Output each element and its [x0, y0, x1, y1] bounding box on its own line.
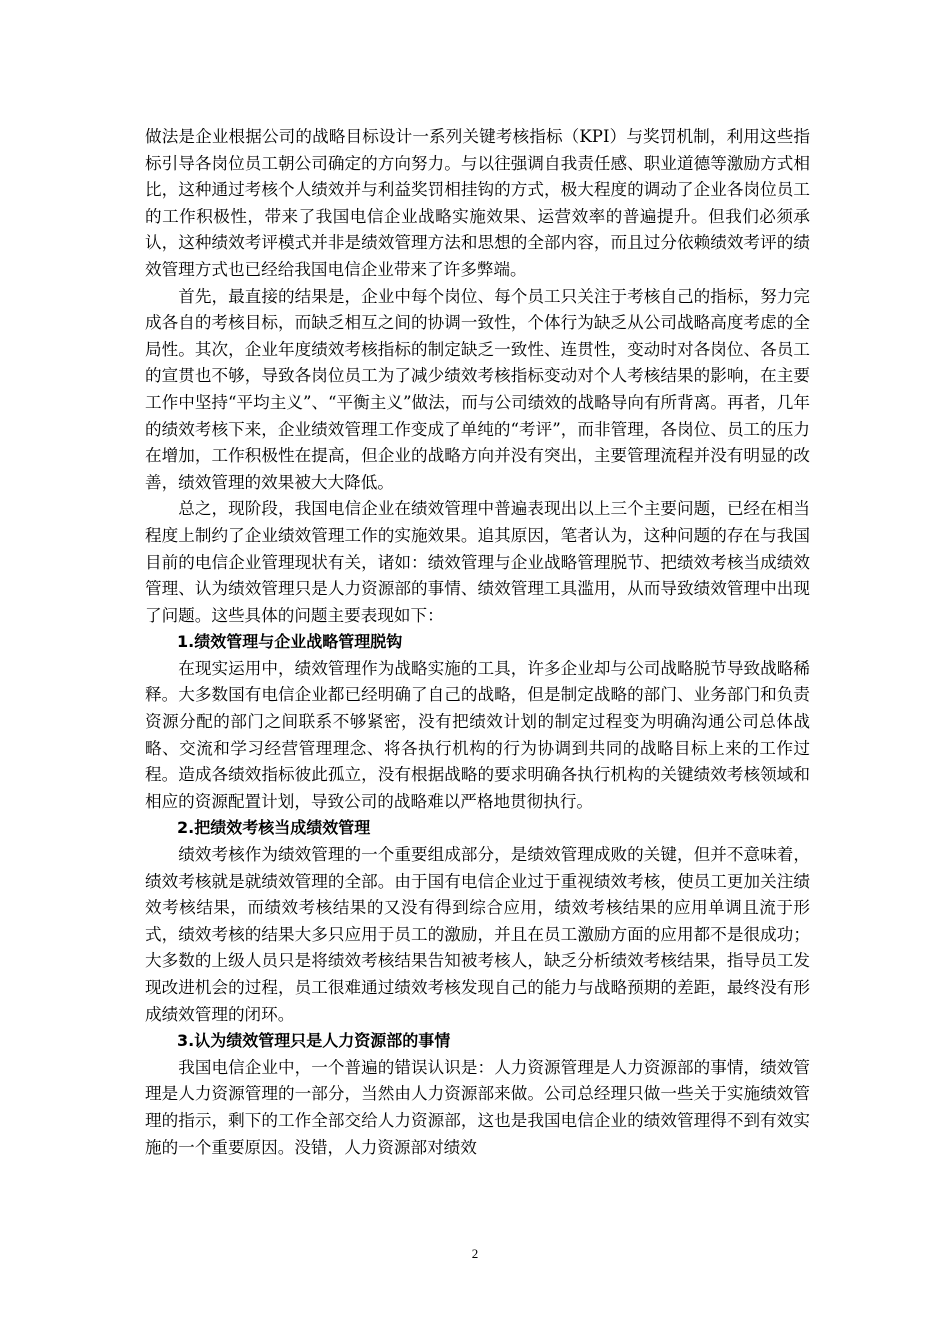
body-paragraph: 首先，最直接的结果是，企业中每个岗位、每个员工只关注于考核自己的指标，努力完成各自的考核目标，而缺乏相互之间的协调一致性，个体行为缺乏从公司战略高度考虑的全局性。其次，企业年度绩效考核指标的制定缺乏一致性、连贯性，变动时对各岗位、各员工的宣贯也不够，导致各岗位员工为了减少绩效考核指标变动对个人考核结果的影响，在主要工作中坚持“平均主义”、“平衡主义”做法，而与公司绩效的战略导向有所背离。再者，几年的绩效考核下来，企业绩效管理工作变成了单纯的“考评”，而非管理，各岗位、员工的压力在增加，工作积极性在提高，但企业的战略方向并没有突出，主要管理流程并没有明显的改善，绩效管理的效果被大大降低。: [145, 286, 810, 492]
body-paragraph: 绩效考核作为绩效管理的一个重要组成部分，是绩效管理成败的关键，但并不意味着，绩效考核就是就绩效管理的全部。由于国有电信企业过于重视绩效考核，使员工更加关注绩效考核结果，而绩效考核结果的又没有得到综合应用，绩效考核结果的应用单调且流于形式，绩效考核的结果大多只应用于员工的激励，并且在员工激励方面的应用都不是很成功；大多数的上级人员只是将绩效考核结果告知被考核人，缺乏分析绩效考核结果，指导员工发现改进机会的过程，员工很难通过绩效考核发现自己的能力与战略预期的差距，最终没有形成绩效管理的闭环。: [145, 845, 810, 1024]
body-paragraph: 我国电信企业中，一个普遍的错误认识是：人力资源管理是人力资源部的事情，绩效管理是人力资源管理的一部分，当然由人力资源部来做。公司总经理只做一些关于实施绩效管理的指示，剩下的工作全部交给人力资源部，这也是我国电信企业的绩效管理得不到有效实施的一个重要原因。没错，人力资源部对绩效: [145, 1057, 810, 1157]
page-number: 2: [471, 1246, 479, 1261]
body-paragraph: 在现实运用中，绩效管理作为战略实施的工具，许多企业却与公司战略脱节导致战略稀释。大多数国有电信企业都已经明确了自己的战略，但是制定战略的部门、业务部门和负责资源分配的部门之间联系不够紧密，没有把绩效计划的制定过程变为明确沟通公司总体战略、交流和学习经营管理理念、将各执行机构的行为协调到共同的战略目标上来的工作过程。造成各绩效指标彼此孤立，没有根据战略的要求明确各执行机构的关键绩效考核领域和相应的资源配置计划，导致公司的战略难以严格地贯彻执行。: [145, 658, 810, 811]
section-heading: 2.把绩效考核当成绩效管理: [177, 818, 371, 838]
body-paragraph: 做法是企业根据公司的战略目标设计一系列关键考核指标（KPI）与奖罚机制，利用这些指标引导各岗位员工朝公司确定的方向努力。与以往强调自我责任感、职业道德等激励方式相比，这种通过考核个人绩效并与利益奖罚相挂钩的方式，极大程度的调动了企业各岗位员工的工作积极性，带来了我国电信企业战略实施效果、运营效率的普遍提升。但我们必须承认，这种绩效考评模式并非是绩效管理方法和思想的全部内容，而且过分依赖绩效考评的绩效管理方式也已经给我国电信企业带来了许多弊端。: [145, 127, 810, 279]
document-body: [145, 124, 810, 1161]
section-heading: 3.认为绩效管理只是人力资源部的事情: [177, 1031, 451, 1051]
section-heading: 1.绩效管理与企业战略管理脱钩: [177, 632, 403, 652]
body-paragraph: 总之，现阶段，我国电信企业在绩效管理中普遍表现出以上三个主要问题，已经在相当程度上制约了企业绩效管理工作的实施效果。追其原因，笔者认为，这种问题的存在与我国目前的电信企业管理现状有关，诸如：绩效管理与企业战略管理脱节、把绩效考核当成绩效管理、认为绩效管理只是人力资源部的事情、绩效管理工具滥用，从而导致绩效管理中出现了问题。这些具体的问题主要表现如下：: [145, 499, 810, 625]
